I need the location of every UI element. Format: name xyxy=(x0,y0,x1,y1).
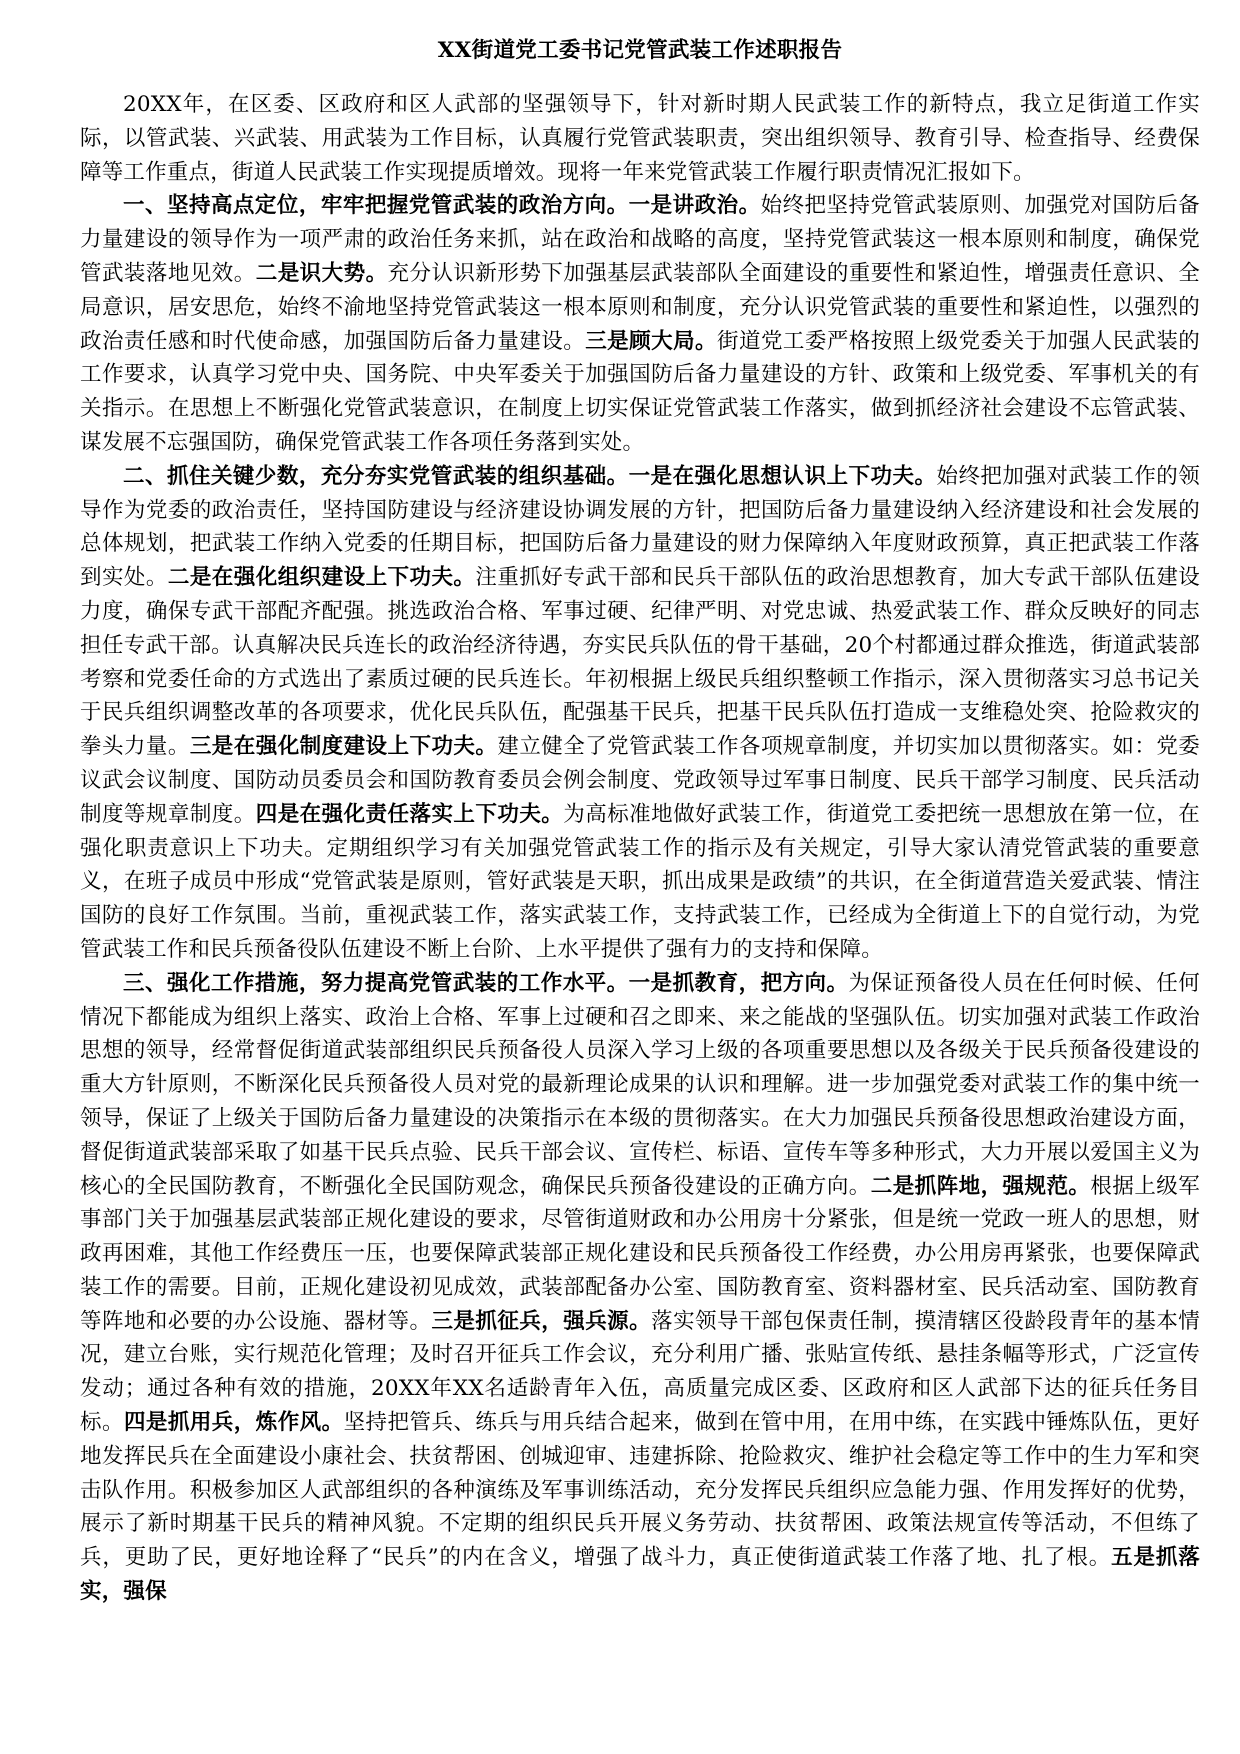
section-3-heading: 三、强化工作措施，努力提高党管武装的工作水平。 xyxy=(123,970,629,996)
section-3-point-1-label: 一是抓教育，把方向。 xyxy=(628,970,849,996)
section-3-paragraph xyxy=(80,967,1200,1609)
section-2-point-4-text: 为高标准地做好武装工作，街道党工委把统一思想放在第一位，在强化职责意识上下功夫。定期组织学习有关加强党管武装工作的指示及有关规定，引导大家认清党管武装的重要意义，在班子成员中形成“党管武装是原则，管好武装是天职，抓出成果是政绩”的共识，在全街道营造关爱武装、情注国防的良好工作氛围。当前，重视武装工作，落实武装工作，支持武装工作，已经成为全街道上下的自觉行动，为党管武装工作和民兵预备役队伍建设不断上台阶、上水平提供了强有力的支持和保障。 xyxy=(80,801,1200,962)
section-2-point-2-label: 二是在强化组织建设上下功夫。 xyxy=(167,565,476,591)
section-2-heading: 二、抓住关键少数，充分夯实党管武装的组织基础。 xyxy=(123,463,629,489)
section-3-point-4-text: 坚持把管兵、练兵与用兵结合起来，做到在管中用，在用中练，在实践中锤炼队伍，更好地发挥民兵在全面建设小康社会、扶贫帮困、创城迎审、违建拆除、抢险救灾、维护社会稳定等工作中的生力军和突击队作用。积极参加区人武部组织的各种演练及军事训练活动，充分发挥民兵组织应急能力强、作用发挥好的优势，展示了新时期基干民兵的精神风貌。不定期的组织民兵开展义务劳动、扶贫帮困、政策法规宣传等活动，不但练了兵，更助了民，更好地诠释了“民兵”的内在含义，增强了战斗力，真正使街道武装工作落了地、扎了根。 xyxy=(80,1410,1200,1571)
section-3-point-4-label: 四是抓用兵，炼作风。 xyxy=(123,1410,344,1436)
intro-paragraph xyxy=(80,88,1200,189)
section-1-point-3-label: 三是顾大局。 xyxy=(585,328,718,354)
section-2-point-3-label: 三是在强化制度建设上下功夫。 xyxy=(189,734,498,760)
document-title: XX街道党工委书记党管武装工作述职报告 xyxy=(437,38,843,63)
section-3-point-1-text: 为保证预备役人员在任何时候、任何情况下都能成为组织上落实、政治上合格、军事上过硬和召之即来、来之能战的坚强队伍。切实加强对武装工作政治思想的领导，经常督促街道武装部组织民兵预备役人员深入学习上级的各项重要思想以及各级关于民兵预备役建设的重大方针原则，不断深化民兵预备役人员对党的最新理论成果的认识和理解。进一步加强党委对武装工作的集中统一领导，保证了上级关于国防后备力量建设的决策指示在本级的贯彻落实。在大力加强民兵预备役思想政治建设方面，督促街道武装部采取了如基干民兵点验、民兵干部会议、宣传栏、标语、宣传车等多种形式，大力开展以爱国主义为核心的全民国防教育，不断强化全民国防观念，确保民兵预备役建设的正确方向。 xyxy=(80,970,1200,1199)
section-1-point-2-text: 充分认识新形势下加强基层武装部队全面建设的重要性和紧迫性，增强责任意识、全局意识，居安思危，始终不渝地坚持党管武装这一根本原则和制度，充分认识党管武装的重要性和紧迫性，以强烈的政治责任感和时代使命感，加强国防后备力量建设。 xyxy=(80,260,1200,354)
section-1-heading: 一、坚持高点定位，牢牢把握党管武装的政治方向。 xyxy=(123,193,629,219)
section-1-paragraph xyxy=(80,189,1200,459)
section-1-point-2-label: 二是识大势。 xyxy=(255,260,388,286)
section-2-point-3-text: 建立健全了党管武装工作各项规章制度，并切实加以贯彻落实。如：党委议武会议制度、国防动员委员会和国防教育委员会例会制度、党政领导过军事日制度、民兵干部学习制度、民兵活动制度等规章制度。 xyxy=(80,734,1200,827)
section-3-point-2-text: 根据上级军事部门关于加强基层武装部正规化建设的要求，尽管街道财政和办公用房十分紧张，但是统一党政一班人的思想，财政再困难，其他工作经费压一压，也要保障武装部正规化建设和民兵预备役工作经费，办公用房再紧张，也要保障武装工作的需要。目前，正规化建设初见成效，武装部配备办公室、国防教育室、资料器材室、民兵活动室、国防教育等阵地和必要的办公设施、器材等。 xyxy=(80,1173,1200,1334)
section-2-point-1-label: 一是在强化思想认识上下功夫。 xyxy=(628,463,937,489)
section-3-point-3-label: 三是抓征兵，强兵源。 xyxy=(431,1308,652,1334)
section-3-point-3-text: 落实领导干部包保责任制，摸清辖区役龄段青年的基本情况，建立台账，实行规范化管理；及时召开征兵工作会议，充分利用广播、张贴宣传纸、悬挂条幅等形式，广泛宣传发动；通过各种有效的措施，20XX年XX名适龄青年入伍，高质量完成区委、区政府和区人武部下达的征兵任务目标。 xyxy=(80,1308,1200,1436)
section-1-point-1-text: 始终把坚持党管武装原则、加强党对国防后备力量建设的领导作为一项严肃的政治任务来抓，站在政治和战略的高度，坚持党管武装这一根本原则和制度，确保党管武装落地见效。 xyxy=(80,193,1200,286)
section-2-paragraph xyxy=(80,460,1200,967)
section-1-point-3-text: 街道党工委严格按照上级党委关于加强人民武装的工作要求，认真学习党中央、国务院、中央军委关于加强国防后备力量建设的方针、政策和上级党委、军事机关的有关指示。在思想上不断强化党管武装意识，在制度上切实保证党管武装工作落实，做到抓经济社会建设不忘管武装、谋发展不忘强国防，确保党管武装工作各项任务落到实处。 xyxy=(80,328,1200,455)
section-1-point-1-label: 一是讲政治。 xyxy=(628,193,761,219)
intro-text: 20XX年，在区委、区政府和区人武部的坚强领导下，针对新时期人民武装工作的新特点，我立足街道工作实际，以管武装、兴武装、用武装为工作目标，认真履行党管武装职责，突出组织领导、教育引导、检查指导、经费保障等工作重点，街道人民武装工作实现提质增效。现将一年来党管武装工作履行职责情况汇报如下。 xyxy=(80,92,1200,185)
section-2-point-4-label: 四是在强化责任落实上下功夫。 xyxy=(255,801,564,827)
section-2-point-1-text: 始终把加强对武装工作的领导作为党委的政治责任，坚持国防建设与经济建设协调发展的方针，把国防后备力量建设纳入经济建设和社会发展的总体规划，把武装工作纳入党委的任期目标，把国防后备力量建设的财力保障纳入年度财政预算，真正把武装工作落到实处。 xyxy=(80,463,1200,591)
section-2-point-2-text: 注重抓好专武干部和民兵干部队伍的政治思想教育，加大专武干部队伍建设力度，确保专武干部配齐配强。挑选政治合格、军事过硬、纪律严明、对党忠诚、热爱武装工作、群众反映好的同志担任专武干部。认真解决民兵连长的政治经济待遇，夯实民兵队伍的骨干基础，20个村都通过群众推选，街道武装部考察和党委任命的方式选出了素质过硬的民兵连长。年初根据上级民兵组织整顿工作指示，深入贯彻落实习总书记关于民兵组织调整改革的各项要求，优化民兵队伍，配强基干民兵，把基干民兵队伍打造成一支维稳处突、抢险救灾的拳头力量。 xyxy=(80,565,1200,760)
section-3-point-5-label: 五是抓落实，强保 xyxy=(80,1545,1200,1605)
section-3-point-2-label: 二是抓阵地，强规范。 xyxy=(870,1173,1091,1199)
